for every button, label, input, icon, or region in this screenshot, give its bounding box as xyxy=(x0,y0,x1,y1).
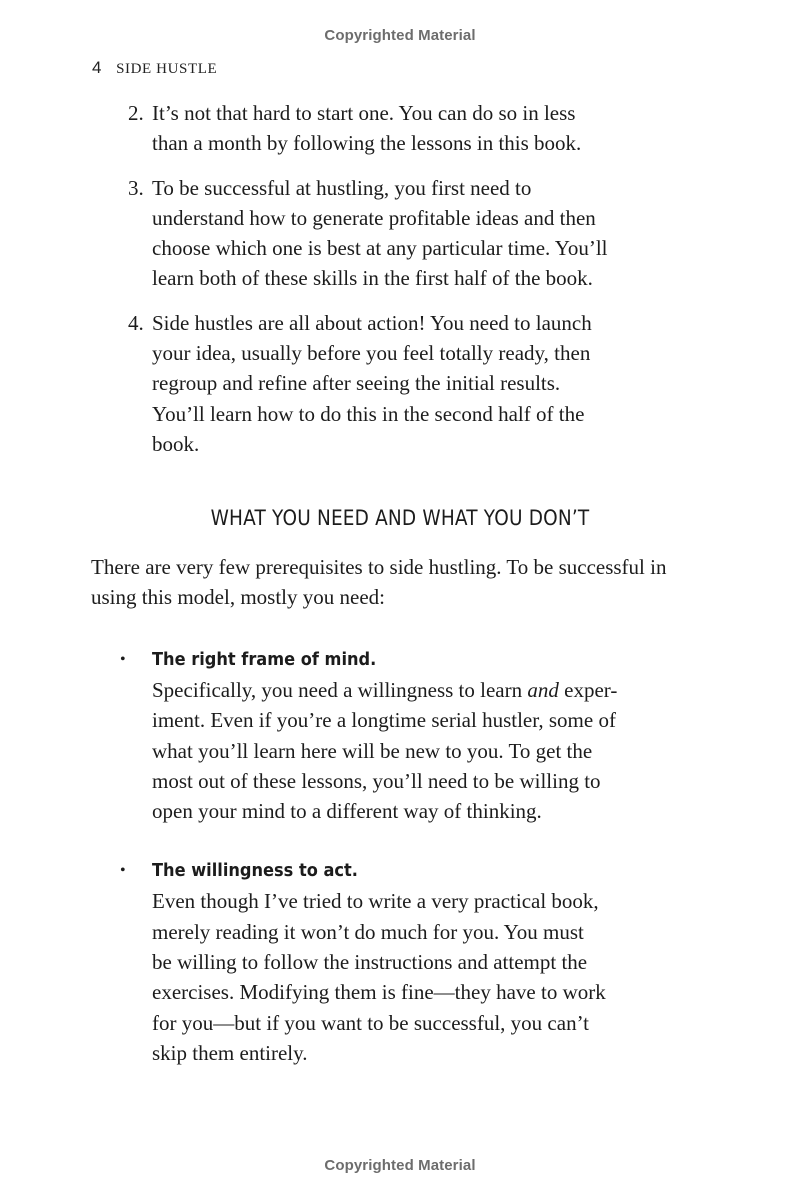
text-run: exper- xyxy=(558,678,618,702)
text-line: using this model, mostly you need: xyxy=(91,585,385,610)
section-heading: WHAT YOU NEED AND WHAT YOU DON’T xyxy=(210,506,590,530)
text-line: exercises. Modifying them is fine—they have to work xyxy=(152,980,606,1005)
text-line: for you—but if you want to be successful, you can’t xyxy=(152,1010,590,1035)
text-line: regroup and refine after seeing the initial results. xyxy=(152,371,561,396)
text-line: It’s not that hard to start one. You can do so in less xyxy=(152,101,576,125)
list-number: 4. xyxy=(128,310,144,335)
list-item xyxy=(128,173,688,294)
bullet-marker: • xyxy=(120,862,126,880)
page-number: 4 xyxy=(92,58,103,77)
text-line: Even though I’ve tried to write a very practical book, xyxy=(152,889,599,914)
text-line: To be successful at hustling, you first need to xyxy=(152,175,532,200)
text-run: Specifically, you need a willingness to learn xyxy=(152,678,528,702)
bullet-title: The right frame of mind. xyxy=(152,649,377,670)
text-line: understand how to generate profitable ideas and then xyxy=(152,205,596,230)
text-line: iment. Even if you’re a longtime serial hustler, some of xyxy=(152,708,616,733)
emphasis-text: and xyxy=(527,678,559,702)
bullet-item xyxy=(120,856,660,1068)
text-line: choose which one is best at any particular time. You’ll xyxy=(152,236,608,261)
text-line: your idea, usually before you feel totally ready, then xyxy=(152,341,591,366)
text-line: most out of these lessons, you’ll need to be willing to xyxy=(152,768,601,793)
text-line: You’ll learn how to do this in the second half of the xyxy=(152,401,585,426)
text-line: There are very few prerequisites to side hustling. To be successful in xyxy=(91,555,667,579)
text-line: Side hustles are all about action! You need to launch xyxy=(152,310,592,335)
list-item xyxy=(128,308,688,459)
text-line: book. xyxy=(152,431,200,456)
list-number: 2. xyxy=(128,101,144,125)
bullet-item xyxy=(120,645,660,826)
intro-paragraph xyxy=(91,552,711,613)
list-number: 3. xyxy=(128,175,144,200)
text-line: merely reading it won’t do much for you. You must xyxy=(152,919,584,944)
book-title: SIDE HUSTLE xyxy=(116,61,218,77)
copyright-watermark-top: Copyrighted Material xyxy=(324,27,476,44)
text-line: what you’ll learn here will be new to you. To get the xyxy=(152,738,593,763)
text-line xyxy=(152,675,660,705)
text-line: skip them entirely. xyxy=(152,1040,308,1065)
list-item xyxy=(128,98,688,159)
copyright-watermark-bottom: Copyrighted Material xyxy=(324,1157,476,1174)
text-line: than a month by following the lessons in this book. xyxy=(152,131,582,156)
bullet-marker: • xyxy=(120,651,126,668)
bullet-list xyxy=(120,645,660,1098)
text-line: open your mind to a different way of thinking. xyxy=(152,799,542,824)
running-head xyxy=(92,58,217,78)
text-line: be willing to follow the instructions and attempt the xyxy=(152,950,588,975)
bullet-title: The willingness to act. xyxy=(152,860,358,882)
text-line: learn both of these skills in the first half of the book. xyxy=(152,266,593,291)
numbered-list xyxy=(128,98,688,473)
